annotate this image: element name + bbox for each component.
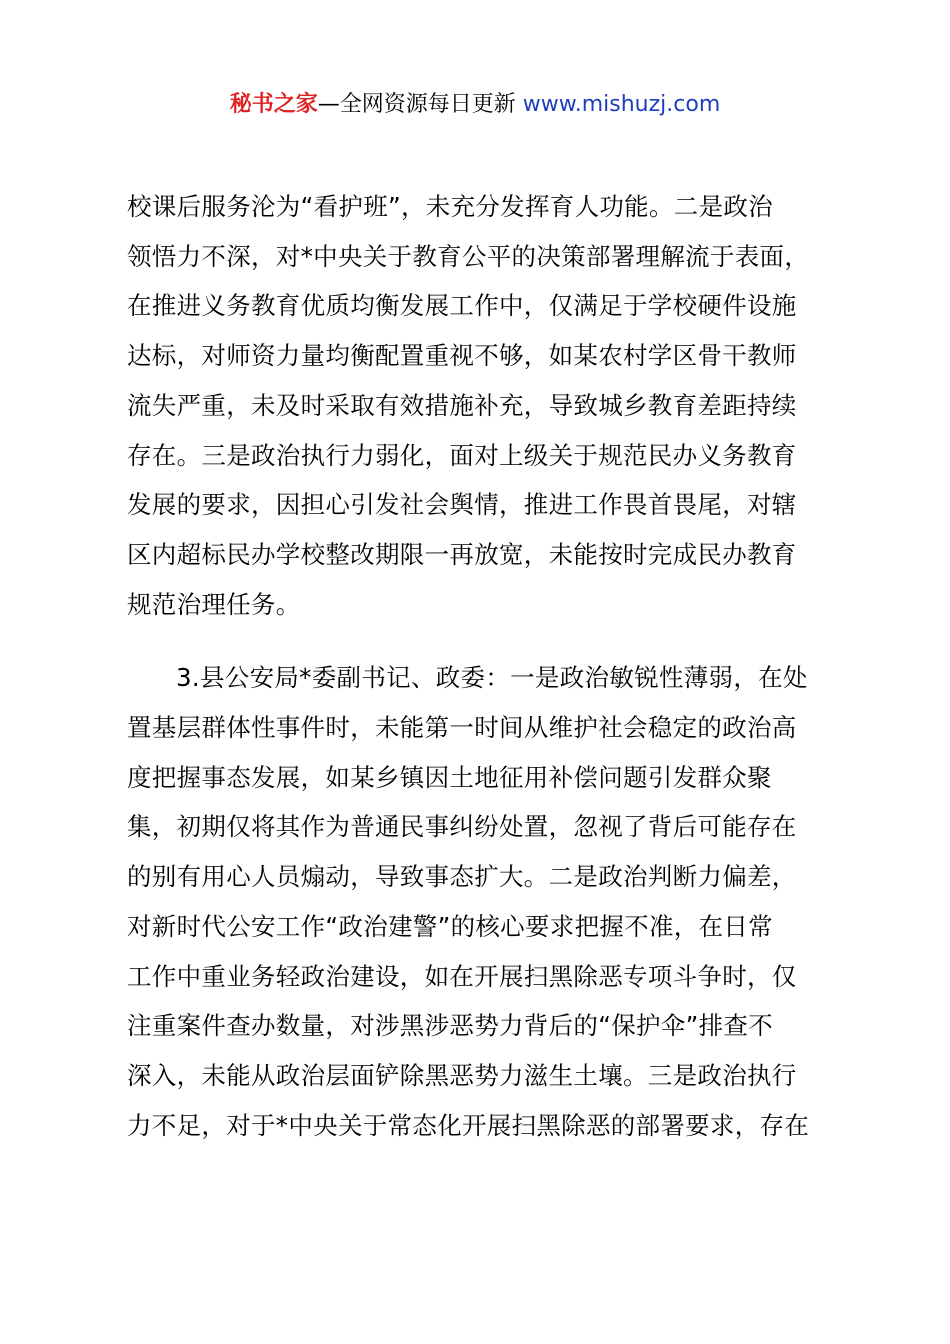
text-line: 深入，未能从政治层面铲除黑恶势力滋生土壤。三是政治执行 xyxy=(127,1060,797,1090)
text-line: 流失严重，未及时采取有效措施补充，导致城乡教育差距持续 xyxy=(127,390,797,420)
text-line: 集，初期仅将其作为普通民事纠纷处置，忽视了背后可能存在 xyxy=(127,812,797,842)
text-line: 工作中重业务轻政治建设，如在开展扫黑除恶专项斗争时，仅 xyxy=(127,961,797,991)
text-line: 对新时代公安工作“政治建警”的核心要求把握不准，在日常 xyxy=(127,911,773,941)
text-line: 达标，对师资力量均衡配置重视不够，如某农村学区骨干教师 xyxy=(127,341,797,371)
text-line: 领悟力不深，对*中央关于教育公平的决策部署理解流于表面， xyxy=(127,241,810,271)
site-url[interactable]: www.mishuzj.com xyxy=(522,92,721,117)
text-line: 规范治理任务。 xyxy=(127,589,301,619)
site-tagline: —全网资源每日更新 xyxy=(317,92,523,117)
paragraph-2 xyxy=(127,653,833,1150)
text-line: 度把握事态发展，如某乡镇因土地征用补偿问题引发群众聚 xyxy=(127,762,772,792)
text-line: 注重案件查办数量，对涉黑涉恶势力背后的“保护伞”排查不 xyxy=(127,1011,773,1041)
paragraph-1 xyxy=(127,182,833,629)
text-line: 存在。三是政治执行力弱化，面对上级关于规范民办义务教育 xyxy=(127,440,797,470)
text-line: 的别有用心人员煽动，导致事态扩大。二是政治判断力偏差， xyxy=(127,862,797,892)
text-line: 在推进义务教育优质均衡发展工作中，仅满足于学校硬件设施 xyxy=(127,291,797,321)
text-line: 置基层群体性事件时，未能第一时间从维护社会稳定的政治高 xyxy=(127,713,797,743)
text-line: 力不足，对于*中央关于常态化开展扫黑除恶的部署要求，存在 xyxy=(127,1110,810,1140)
text-line: 3.县公安局*委副书记、政委：一是政治敏锐性薄弱，在处 xyxy=(176,663,808,693)
text-line: 区内超标民办学校整改期限一再放宽，未能按时完成民办教育 xyxy=(127,539,797,569)
page-header xyxy=(0,88,950,122)
document-body xyxy=(127,182,833,1150)
text-line: 发展的要求，因担心引发社会舆情，推进工作畏首畏尾，对辖 xyxy=(127,490,797,520)
site-brand: 秘书之家 xyxy=(229,92,318,117)
text-line: 校课后服务沦为“看护班”，未充分发挥育人功能。二是政治 xyxy=(127,192,773,221)
